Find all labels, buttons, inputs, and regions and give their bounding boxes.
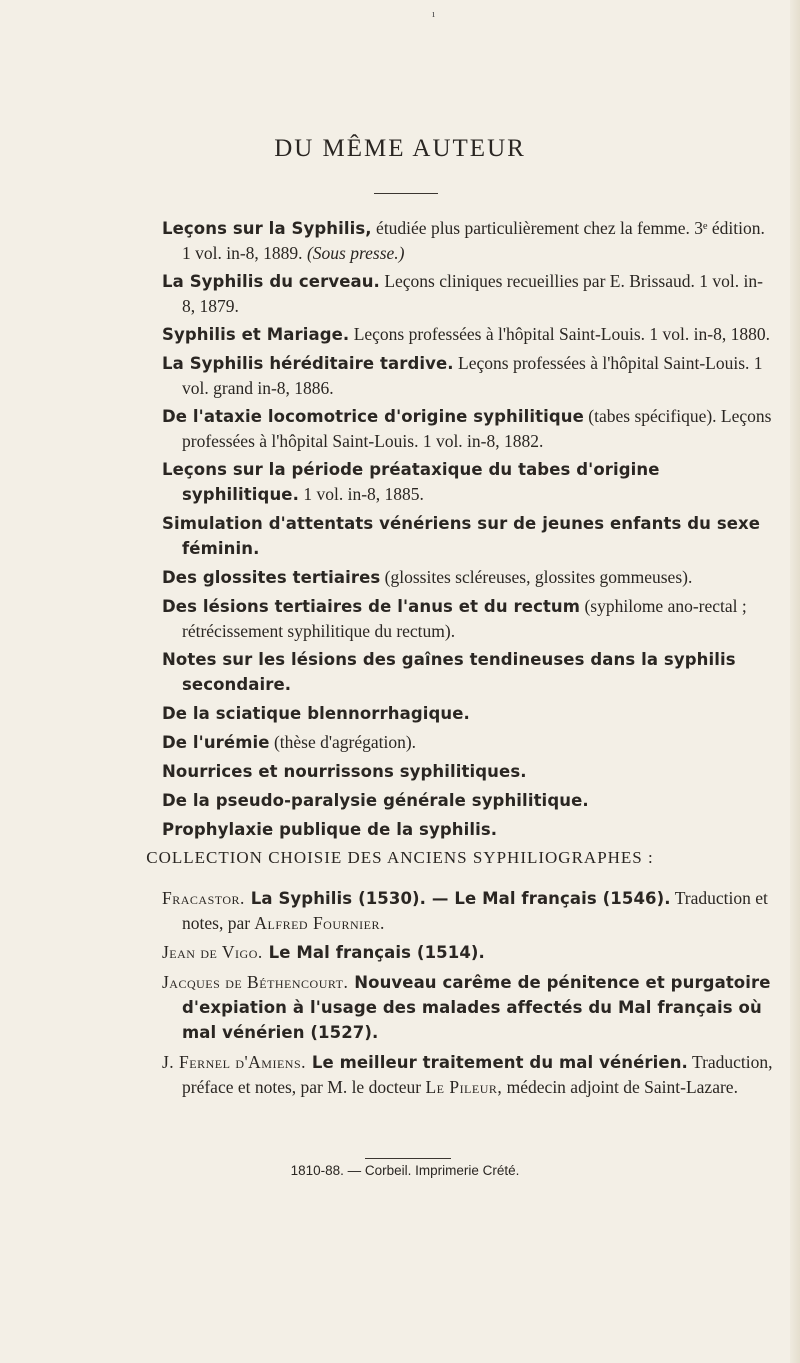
work-description: (thèse d'agrégation).: [269, 732, 417, 752]
work-entry: [162, 457, 774, 507]
work-title: Des glossites tertiaires: [162, 568, 381, 587]
work-title: De l'ataxie locomotrice d'origine syphilitique: [162, 407, 584, 426]
entry-title: Le Mal français (1514).: [262, 943, 485, 962]
collection-entry: [162, 940, 774, 965]
work-title: La Syphilis héréditaire tardive.: [162, 354, 454, 373]
work-entry: [162, 216, 774, 265]
work-title: Syphilis et Mariage.: [162, 325, 350, 344]
collection-entry: [162, 970, 774, 1045]
entry-author: J. Fernel d'Amiens.: [162, 1052, 306, 1072]
work-title: Prophylaxie publique de la syphilis.: [162, 820, 498, 839]
entry-description: médecin adjoint de Saint-Lazare.: [502, 1077, 738, 1097]
entry-contributor: Alfred Fournier.: [254, 913, 385, 933]
works-list: [162, 216, 774, 846]
work-entry: [162, 759, 774, 784]
entry-title: La Syphilis (1530). — Le Mal français (1546).: [244, 889, 671, 908]
divider: [365, 1158, 451, 1159]
work-title: Des lésions tertiaires de l'anus et du rectum: [162, 597, 581, 616]
work-title: De la pseudo-paralysie générale syphilitique.: [162, 791, 589, 810]
work-title: Leçons sur la période préataxique du tabes d'origine syphilitique.: [162, 460, 660, 504]
work-title: Simulation d'attentats vénériens sur de jeunes enfants du sexe féminin.: [162, 514, 761, 558]
work-title: De la sciatique blennorrhagique.: [162, 704, 470, 723]
entry-title: Le meilleur traitement du mal vénérien.: [306, 1053, 688, 1072]
entry-author: Fracastor.: [162, 888, 245, 908]
work-title: Leçons sur la Syphilis,: [162, 219, 372, 238]
work-entry: [162, 511, 774, 561]
page-title: DU MÊME AUTEUR: [274, 135, 526, 162]
work-entry: [162, 730, 774, 755]
page-edge: [790, 0, 800, 1363]
collection-entry: [162, 886, 774, 935]
entry-author: Jacques de Béthencourt.: [162, 972, 349, 992]
work-description: Leçons professées à l'hôpital Saint-Louis. 1 vol. in-8, 1880.: [349, 324, 770, 344]
entry-contributor: Le Pileur,: [425, 1077, 503, 1097]
work-description: (glossites scléreuses, glossites gommeuses).: [380, 567, 693, 587]
collection-list: [162, 886, 774, 1104]
corner-mark: ı: [432, 8, 436, 20]
work-entry: [162, 701, 774, 726]
work-description: Leçons professées à l'hôpital Saint-Louis. 1 vol. grand in-8, 1886.: [182, 353, 763, 398]
work-entry: [162, 788, 774, 813]
entry-description: Traduction et notes, par: [182, 888, 768, 933]
work-description: (syphilome ano-rectal ; rétrécissement syphilitique du rectum).: [182, 596, 747, 641]
work-entry: [162, 647, 774, 697]
entry-author: Jean de Vigo.: [162, 942, 263, 962]
collection-title: COLLECTION CHOISIE DES ANCIENS SYPHILIOGRAPHES :: [146, 848, 654, 867]
work-description: (tabes spécifique). Leçons professées à l'hôpital Saint-Louis. 1 vol. in-8, 1882.: [182, 406, 772, 451]
work-description: étudiée plus particulièrement chez la femme. 3ᵉ édition. 1 vol. in-8, 1889.: [182, 218, 765, 263]
collection-entry: [162, 1050, 774, 1099]
divider: [374, 193, 438, 194]
work-entry: [162, 594, 774, 643]
entry-title: Nouveau carême de pénitence et purgatoire d'expiation à l'usage des malades affectés du Mal français où mal vénérien (1527).: [182, 973, 771, 1042]
work-title: Nourrices et nourrissons syphilitiques.: [162, 762, 527, 781]
work-entry: [162, 565, 774, 590]
entry-description: Traduction, préface et notes, par M. le docteur: [182, 1052, 773, 1097]
work-title: De l'urémie: [162, 733, 270, 752]
work-description: Leçons cliniques recueillies par E. Brissaud. 1 vol. in-8, 1879.: [182, 271, 763, 316]
work-entry: [162, 269, 774, 318]
work-note: (Sous presse.): [306, 243, 405, 263]
printer-line: 1810-88. — Corbeil. Imprimerie Crété.: [290, 1163, 520, 1178]
work-title: Notes sur les lésions des gaînes tendineuses dans la syphilis secondaire.: [162, 650, 736, 694]
work-entry: [162, 817, 774, 842]
work-entry: [162, 351, 774, 400]
work-entry: [162, 322, 774, 347]
work-description: 1 vol. in-8, 1885.: [298, 484, 424, 504]
work-title: La Syphilis du cerveau.: [162, 272, 380, 291]
work-entry: [162, 404, 774, 453]
